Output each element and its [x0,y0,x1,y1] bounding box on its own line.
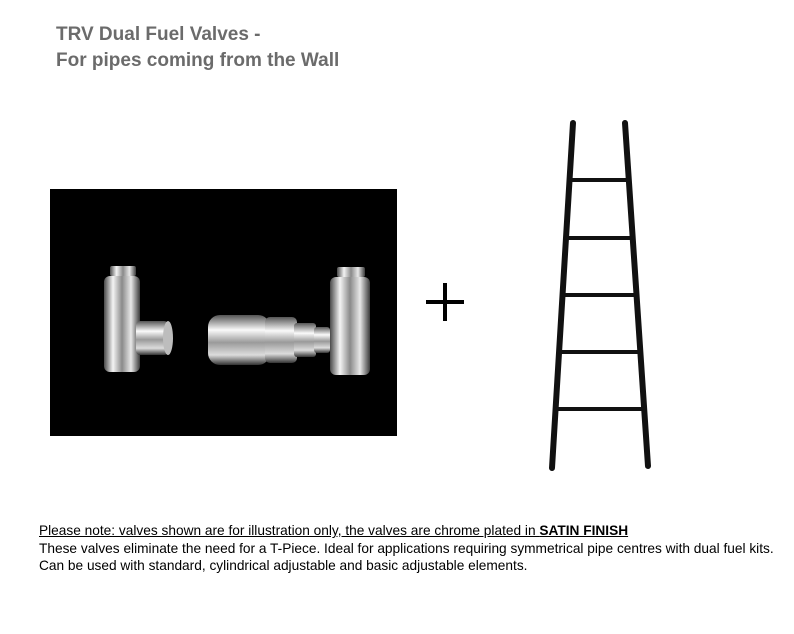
note-block [39,522,779,575]
note-emphasis: SATIN FINISH [539,523,629,538]
valves-photo [50,189,397,436]
plus-icon [424,280,468,324]
left-valve [104,266,173,372]
page-title: TRV Dual Fuel Valves - [56,24,261,45]
ladder-towel-rail [546,118,656,473]
note-description: These valves eliminate the need for a T-Piece. Ideal for applications requiring symmetrical pipe centres with dual fuel kits. Can be used with standard, cylindrical adjustable and basic adjustable elements. [39,540,774,573]
note-disclaimer-text: Please note: valves shown are for illustration only, the valves are chrome plated in [39,523,540,538]
right-valve [208,267,370,375]
note-disclaimer [39,522,779,540]
page-subtitle: For pipes coming from the Wall [56,50,340,71]
